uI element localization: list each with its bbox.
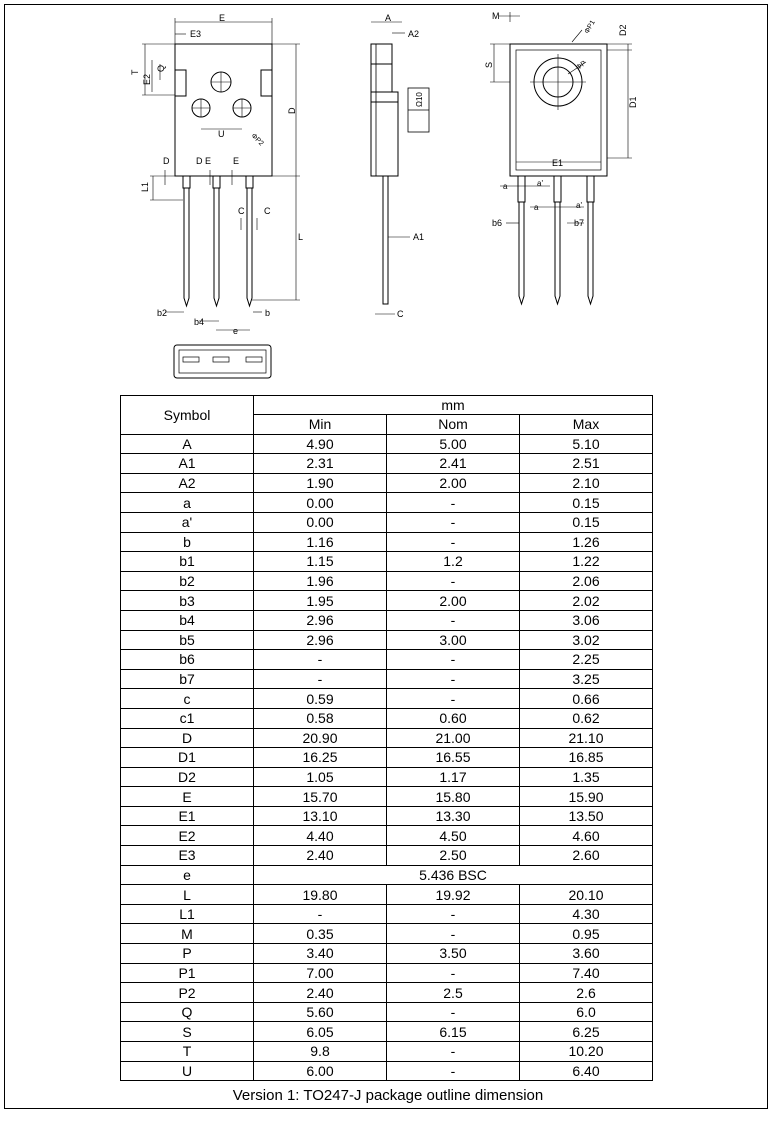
table-row — [121, 767, 653, 787]
table-row — [121, 865, 653, 885]
min-cell: 2.40 — [254, 846, 387, 866]
dim-label: E — [205, 156, 212, 166]
max-cell: 3.06 — [520, 610, 653, 630]
symbol-cell: A1 — [121, 454, 254, 474]
dim-label: e — [233, 326, 239, 336]
min-cell: 6.00 — [254, 1061, 387, 1081]
symbol-cell: b4 — [121, 610, 254, 630]
symbol-cell: b — [121, 532, 254, 552]
nom-cell: - — [387, 1002, 520, 1022]
min-cell: - — [254, 904, 387, 924]
symbol-cell: b7 — [121, 669, 254, 689]
table-row — [121, 904, 653, 924]
dim-label: b4 — [194, 317, 205, 327]
max-cell: 0.15 — [520, 512, 653, 532]
symbol-cell: E2 — [121, 826, 254, 846]
min-cell: 4.90 — [254, 434, 387, 454]
nom-cell: - — [387, 689, 520, 709]
max-cell: 4.60 — [520, 826, 653, 846]
dim-label: C — [264, 206, 271, 216]
symbol-cell: b1 — [121, 552, 254, 572]
max-cell: 0.62 — [520, 708, 653, 728]
nom-header: Nom — [387, 415, 520, 435]
dim-label: E — [233, 156, 240, 166]
nom-cell: 6.15 — [387, 1022, 520, 1042]
symbol-cell: c1 — [121, 708, 254, 728]
max-cell: 0.66 — [520, 689, 653, 709]
dim-label: b2 — [157, 308, 168, 318]
dim-label: C — [238, 206, 245, 216]
table-row — [121, 944, 653, 964]
min-cell: 0.58 — [254, 708, 387, 728]
table-row — [121, 571, 653, 591]
dim-label: M — [492, 11, 500, 21]
max-cell: 2.51 — [520, 454, 653, 474]
dimension-table-body — [121, 434, 653, 1081]
min-cell: 2.31 — [254, 454, 387, 474]
table-row — [121, 630, 653, 650]
symbol-cell: E — [121, 787, 254, 807]
dim-label: E1 — [552, 158, 564, 168]
table-row — [121, 493, 653, 513]
symbol-cell: P1 — [121, 963, 254, 983]
nom-cell: - — [387, 669, 520, 689]
min-cell: 0.00 — [254, 493, 387, 513]
max-cell: 7.40 — [520, 963, 653, 983]
symbol-cell: b5 — [121, 630, 254, 650]
symbol-cell: A — [121, 434, 254, 454]
front-view — [142, 18, 300, 330]
dimension-table — [120, 395, 653, 1081]
symbol-cell: a' — [121, 512, 254, 532]
max-cell: 16.85 — [520, 748, 653, 768]
table-row — [121, 650, 653, 670]
dim-label: L1 — [140, 181, 150, 192]
table-row — [121, 473, 653, 493]
max-cell: 10.20 — [520, 1042, 653, 1062]
min-header: Min — [254, 415, 387, 435]
nom-cell: 2.41 — [387, 454, 520, 474]
symbol-cell: a — [121, 493, 254, 513]
nom-cell: - — [387, 571, 520, 591]
symbol-cell: T — [121, 1042, 254, 1062]
front-body — [175, 44, 272, 176]
nom-cell: - — [387, 610, 520, 630]
dim-label: A1 — [413, 232, 425, 242]
min-cell: 2.96 — [254, 630, 387, 650]
dim-label: D — [287, 107, 297, 114]
table-row — [121, 983, 653, 1003]
max-cell: 4.30 — [520, 904, 653, 924]
min-cell: 4.40 — [254, 826, 387, 846]
dim-label: a' — [576, 201, 582, 210]
min-cell: 2.96 — [254, 610, 387, 630]
table-row — [121, 552, 653, 572]
front-view-labels — [130, 13, 303, 336]
table-row — [121, 434, 653, 454]
nom-cell: 21.00 — [387, 728, 520, 748]
min-cell: 1.05 — [254, 767, 387, 787]
symbol-cell: S — [121, 1022, 254, 1042]
nom-cell: 13.30 — [387, 806, 520, 826]
min-cell: 2.40 — [254, 983, 387, 1003]
nom-cell: - — [387, 904, 520, 924]
rear-body — [510, 44, 607, 176]
min-cell: - — [254, 669, 387, 689]
max-cell: 6.40 — [520, 1061, 653, 1081]
dim-label: a — [534, 203, 539, 212]
symbol-header: Symbol — [121, 396, 254, 435]
nom-cell: - — [387, 1061, 520, 1081]
nom-cell: - — [387, 650, 520, 670]
symbol-cell: A2 — [121, 473, 254, 493]
dim-label: D — [163, 156, 170, 166]
side-view-labels — [385, 13, 424, 319]
unit-header: mm — [254, 396, 653, 415]
dim-label: Ω10 — [415, 92, 424, 107]
dim-label: ΦP2 — [249, 132, 265, 148]
min-cell: 5.60 — [254, 1002, 387, 1022]
nom-cell: 3.50 — [387, 944, 520, 964]
symbol-cell: c — [121, 689, 254, 709]
table-row — [121, 826, 653, 846]
max-cell: 1.22 — [520, 552, 653, 572]
max-cell: 2.06 — [520, 571, 653, 591]
max-cell: 2.6 — [520, 983, 653, 1003]
table-row — [121, 454, 653, 474]
max-cell: 20.10 — [520, 885, 653, 905]
table-row — [121, 963, 653, 983]
nom-cell: - — [387, 532, 520, 552]
min-cell: 16.25 — [254, 748, 387, 768]
table-row — [121, 610, 653, 630]
table-row — [121, 1022, 653, 1042]
table-row — [121, 846, 653, 866]
min-cell: 20.90 — [254, 728, 387, 748]
front-right-notch — [261, 70, 272, 96]
nom-cell: 2.00 — [387, 473, 520, 493]
nom-cell: 2.50 — [387, 846, 520, 866]
dim-label: D2 — [618, 24, 628, 36]
table-row — [121, 708, 653, 728]
dim-label: A2 — [408, 29, 420, 39]
min-cell: 1.95 — [254, 591, 387, 611]
max-cell: 5.10 — [520, 434, 653, 454]
symbol-cell: L1 — [121, 904, 254, 924]
symbol-cell: D — [121, 728, 254, 748]
min-cell: 0.59 — [254, 689, 387, 709]
dim-label: a' — [537, 179, 543, 188]
max-cell: 3.60 — [520, 944, 653, 964]
table-row — [121, 1061, 653, 1081]
max-cell: 15.90 — [520, 787, 653, 807]
dim-label: A — [385, 13, 392, 23]
min-cell: 15.70 — [254, 787, 387, 807]
max-cell: 0.95 — [520, 924, 653, 944]
max-cell: 2.25 — [520, 650, 653, 670]
table-row — [121, 924, 653, 944]
symbol-cell: b6 — [121, 650, 254, 670]
min-cell: 0.00 — [254, 512, 387, 532]
symbol-cell: D1 — [121, 748, 254, 768]
max-cell: 1.35 — [520, 767, 653, 787]
dim-label: ΦP — [575, 60, 588, 72]
min-cell: 1.15 — [254, 552, 387, 572]
dim-label: b — [265, 308, 271, 318]
symbol-cell: b3 — [121, 591, 254, 611]
max-cell: 6.0 — [520, 1002, 653, 1022]
table-row — [121, 787, 653, 807]
dim-label: S — [484, 61, 494, 68]
table-row — [121, 748, 653, 768]
table-row — [121, 512, 653, 532]
symbol-cell: b2 — [121, 571, 254, 591]
min-cell: 6.05 — [254, 1022, 387, 1042]
table-row — [121, 1042, 653, 1062]
nom-cell: 4.50 — [387, 826, 520, 846]
min-cell: 1.16 — [254, 532, 387, 552]
dim-label: Q — [156, 64, 166, 72]
min-cell: 19.80 — [254, 885, 387, 905]
max-cell: 0.15 — [520, 493, 653, 513]
max-cell: 2.60 — [520, 846, 653, 866]
nom-cell: - — [387, 963, 520, 983]
nom-cell: - — [387, 924, 520, 944]
nom-cell: 5.00 — [387, 434, 520, 454]
dim-label: D — [196, 156, 203, 166]
nom-cell: 2.5 — [387, 983, 520, 1003]
table-row — [121, 728, 653, 748]
side-view — [371, 22, 429, 314]
dim-label: E — [219, 13, 226, 23]
nom-cell: 15.80 — [387, 787, 520, 807]
package-outline-drawing — [0, 0, 776, 390]
bottom-view — [174, 345, 271, 378]
front-left-notch — [175, 70, 186, 96]
min-cell: 0.35 — [254, 924, 387, 944]
table-row — [121, 532, 653, 552]
table-row — [121, 806, 653, 826]
table-row — [121, 689, 653, 709]
dim-label: U — [218, 129, 225, 139]
symbol-cell: e — [121, 865, 254, 885]
dim-label: b7 — [574, 218, 585, 228]
symbol-cell: E1 — [121, 806, 254, 826]
nom-cell: - — [387, 493, 520, 513]
max-cell: 13.50 — [520, 806, 653, 826]
symbol-cell: P2 — [121, 983, 254, 1003]
symbol-cell: E3 — [121, 846, 254, 866]
nom-cell: 1.2 — [387, 552, 520, 572]
nom-cell: 3.00 — [387, 630, 520, 650]
min-cell: 7.00 — [254, 963, 387, 983]
min-cell: - — [254, 650, 387, 670]
symbol-cell: U — [121, 1061, 254, 1081]
nom-cell: 2.00 — [387, 591, 520, 611]
nom-cell: - — [387, 512, 520, 532]
max-header: Max — [520, 415, 653, 435]
table-row — [121, 669, 653, 689]
nom-cell: 0.60 — [387, 708, 520, 728]
min-cell: 3.40 — [254, 944, 387, 964]
symbol-cell: Q — [121, 1002, 254, 1022]
symbol-cell: D2 — [121, 767, 254, 787]
min-cell: 13.10 — [254, 806, 387, 826]
table-row — [121, 591, 653, 611]
max-cell: 1.26 — [520, 532, 653, 552]
symbol-cell: P — [121, 944, 254, 964]
max-cell: 21.10 — [520, 728, 653, 748]
dim-label: T — [130, 69, 140, 75]
max-cell: 3.02 — [520, 630, 653, 650]
nom-cell: 1.17 — [387, 767, 520, 787]
min-cell: 1.90 — [254, 473, 387, 493]
symbol-cell: L — [121, 885, 254, 905]
dim-label: ΦP1 — [583, 19, 597, 35]
dim-label: D1 — [628, 96, 638, 108]
symbol-cell: M — [121, 924, 254, 944]
dim-label: b6 — [492, 218, 503, 228]
nom-cell: 16.55 — [387, 748, 520, 768]
max-cell: 2.02 — [520, 591, 653, 611]
min-cell: 9.8 — [254, 1042, 387, 1062]
bsc-value-cell: 5.436 BSC — [254, 865, 653, 885]
max-cell: 6.25 — [520, 1022, 653, 1042]
dim-label: C — [397, 309, 404, 319]
table-row — [121, 1002, 653, 1022]
dim-label: E3 — [190, 29, 202, 39]
nom-cell: - — [387, 1042, 520, 1062]
max-cell: 3.25 — [520, 669, 653, 689]
dim-label: L — [298, 232, 304, 242]
dim-label: a — [503, 182, 508, 191]
nom-cell: 19.92 — [387, 885, 520, 905]
dim-label: E2 — [142, 73, 152, 85]
max-cell: 2.10 — [520, 473, 653, 493]
table-row — [121, 885, 653, 905]
caption: Version 1: TO247-J package outline dimension — [232, 1087, 544, 1104]
min-cell: 1.96 — [254, 571, 387, 591]
